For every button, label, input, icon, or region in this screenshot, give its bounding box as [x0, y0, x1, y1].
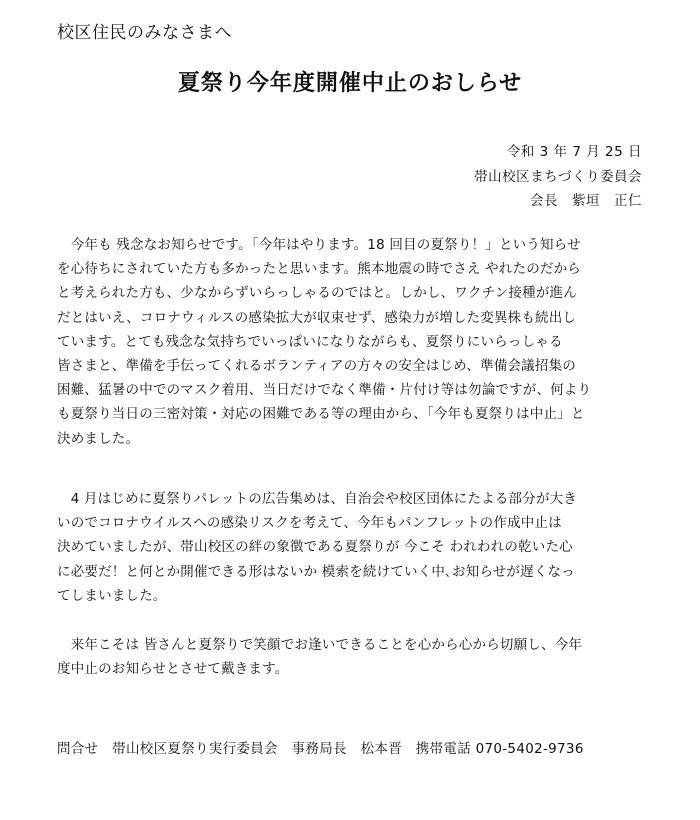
contact-info: 問合せ 帯山校区夏祭り実行委員会 事務局長 松本晋 携帯電話 070-5402-9736 — [57, 741, 584, 757]
paragraph-line: 今年も 残念なお知らせです。「今年はやります。18 回目の夏祭り！」という知らせ — [57, 237, 581, 253]
paragraph-line: いのでコロナウイルスへの感染リスクを考えて、今年もパンフレットの作成中止は — [57, 515, 562, 532]
paragraph-line: 困難、猛暑の中でのマスク着用、当日だけでなく準備・片付け等は勿論ですが、何より — [57, 382, 592, 399]
paragraph-line: 決めていましたが、帯山校区の絆の象徴である夏祭りが 今こそ われわれの乾いた心 — [57, 539, 573, 556]
paragraph-line: を心待ちにされていた方も多かったと思います。熊本地震の時でさえ やれたのだから — [57, 261, 582, 278]
paragraph-1 — [57, 233, 591, 451]
paragraph-line: てしまいました。 — [57, 587, 167, 604]
paragraph-line: ています。とても残念な気持ちでいっぱいになりながらも、夏祭りにいらっしゃる — [57, 333, 563, 350]
issuing-organization: 帯山校区まちづくり委員会 — [474, 169, 642, 185]
paragraph-line: 決めました。 — [57, 430, 140, 447]
page-title: 夏祭り今年度開催中止のおしらせ — [177, 71, 523, 96]
paragraph-line: 4 月はじめに夏祭りパレットの広告集めは、自治会や校区団体にたよる部分が大き — [57, 491, 578, 507]
paragraph-line: 度中止のお知らせとさせて戴きます。 — [57, 661, 289, 678]
addressee: 校区住民のみなさまへ — [57, 23, 232, 43]
paragraph-3 — [57, 633, 582, 681]
paragraph-2 — [57, 487, 577, 608]
paragraph-line: 皆さまと、準備を手伝ってくれるボランティアの方々の安全はじめ、準備会議招集の — [57, 358, 576, 375]
paragraph-line: に必要だ！と何とか開催できる形はないか 模索を続けていく中､お知らせが遅くなっ — [57, 563, 575, 580]
chairman-name: 会長 紫垣 正仁 — [530, 193, 642, 209]
paragraph-line: も夏祭り当日の三密対策・対応の困難である等の理由から、「今年も夏祭りは中止」と — [57, 406, 585, 423]
paragraph-line: と考えられた方も、少なからずいらっしゃるのではと。しかし、ワクチン接種が進ん — [57, 285, 577, 302]
issue-date: 令和 3 年 7 月 25 日 — [506, 144, 642, 160]
paragraph-line: だとはいえ、コロナウィルスの感染拡大が収束せず、感染力が増した変異株も続出し — [57, 309, 577, 326]
paragraph-line: 来年こそは 皆さんと夏祭りで笑顔でお逢いできることを心から心から切願し、今年 — [57, 637, 583, 653]
